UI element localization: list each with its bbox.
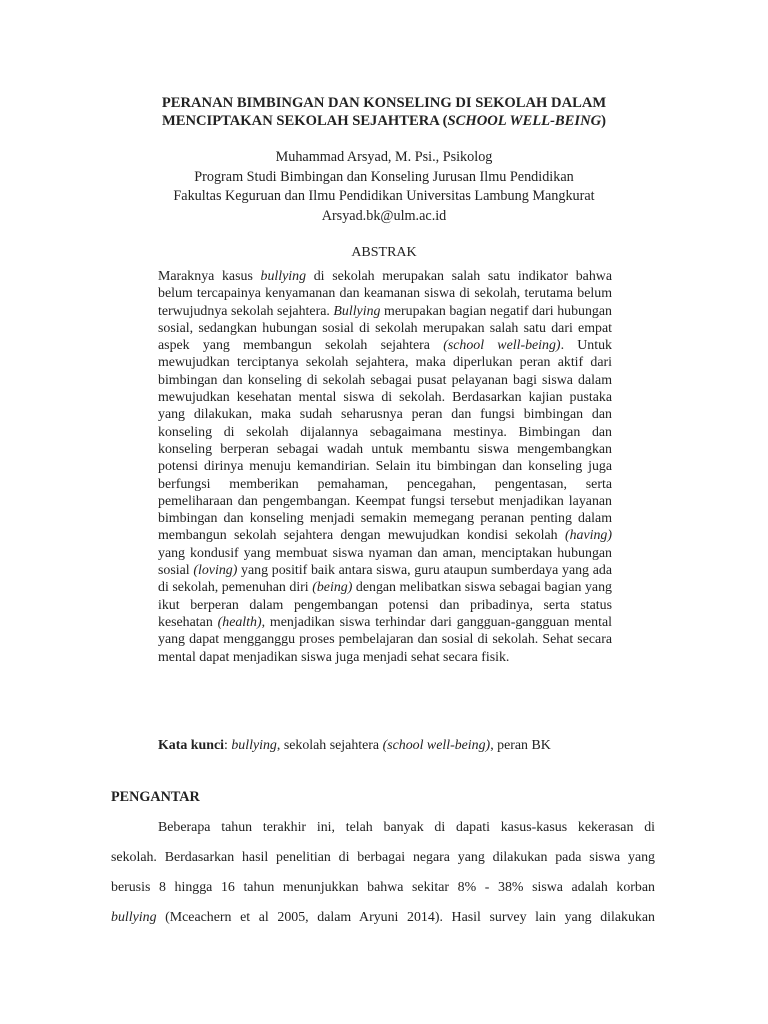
title-italic: SCHOOL WELL-BEING — [447, 113, 602, 129]
keyword: , sekolah sejahtera — [276, 738, 383, 753]
abstract-italic: (being) — [312, 580, 353, 596]
title-line-1: PERANAN BIMBINGAN DAN KONSELING DI SEKOLAH DALAM — [161, 95, 607, 111]
abstract-text: yang kondusif yang membuat siswa nyaman dan aman, menciptakan hubungan sosial — [158, 545, 612, 579]
keyword: , peran BK — [490, 738, 551, 753]
section-heading: PENGANTAR — [111, 789, 200, 805]
abstract-text: dengan melibatkan siswa sebagai bagian yang ikut berperan dalam pengembangan potensi dan pribadinya, serta status kesehatan — [158, 580, 612, 630]
keywords-sep: : — [224, 738, 232, 753]
affiliation-program: Program Studi Bimbingan dan Konseling Jurusan Ilmu Pendidikan — [194, 168, 574, 185]
body-line-text: Beberapa tahun terakhir ini, telah banyak di dapati kasus-kasus kekerasan di — [158, 820, 655, 835]
body-line — [111, 903, 655, 933]
abstract-text: di sekolah merupakan salah satu indikator bahwa belum tercapainya kenyamanan dan keamanan siswa di sekolah, terutama belum terwujudnya sekolah sejahtera. — [158, 269, 612, 319]
body-line-text: (Mceachern et al 2005, dalam Aryuni 2014). Hasil survey lain yang dilakukan — [156, 910, 655, 925]
abstract-heading: ABSTRAK — [351, 245, 417, 260]
affiliation-faculty: Fakultas Keguruan dan Ilmu Pendidikan Universitas Lambung Mangkurat — [173, 188, 595, 205]
abstract-italic: (loving) — [193, 563, 238, 579]
abstract-text: merupakan bagian negatif dari hubungan sosial, sedangkan hubungan sosial di sekolah merupakan salah satu dari empat aspek yang membangun sekolah sejahtera — [158, 303, 612, 354]
abstract-body — [158, 268, 612, 666]
keyword: (school well-being) — [382, 738, 491, 753]
keywords-label: Kata kunci — [158, 738, 224, 753]
keywords — [158, 738, 551, 754]
author-name: Muhammad Arsyad, M. Psi., Psikolog — [275, 149, 493, 165]
body-line: berusis 8 hingga 16 tahun menunjukkan bahwa sekitar 8% - 38% siswa adalah korban — [111, 880, 655, 895]
abstract-text: , menjadikan siswa terhindar dari gangguan-gangguan mental yang dapat mengganggu proses pembelajaran dan sosial di sekolah. Sehat secara mental dapat menjadikan siswa juga menjadi sehat secara fisik. — [158, 614, 612, 665]
abstract-italic: Bullying — [333, 303, 381, 319]
body-line — [111, 813, 655, 843]
body-line: sekolah. Berdasarkan hasil penelitian di berbagai negara yang dilakukan pada siswa yang — [111, 850, 655, 865]
abstract-italic: (school well-being) — [443, 338, 561, 354]
title-text: MENCIPTAKAN SEKOLAH SEJAHTERA ( — [161, 113, 448, 129]
abstract-italic: bullying — [260, 269, 307, 284]
section-body — [111, 813, 655, 933]
body-italic: bullying — [111, 910, 157, 925]
abstract-text: . Untuk mewujudkan terciptanya sekolah sejahtera, maka diperlukan peran aktif dari bimbingan dan konseling di sekolah sebagai pusat pelayanan bagi siswa dalam mewujudkan kesehatan mental siswa di sekolah. Berdasarkan kajian pustaka yang dilakukan, maka sudah seharusnya peran dan fungsi bimbingan dan konseling di sekolah dijalannya sebagaimana mestinya. Bimbingan dan konseling berperan sebagai wadah untuk membantu siswa mengembangkan potensi dirinya menuju kemandirian. Selain itu bimbingan dan konseling juga berfungsi memberikan pemahaman, pencegahan, pengentasan, serta pemeliharaan dan pengembangan. Keempat fungsi tersebut menjadikan layanan bimbingan dan konseling menjadi semakin memegang peranan penting dalam membangun sekolah sejahtera dengan mewujudkan kondisi sekolah — [158, 338, 612, 544]
author-email: Arsyad.bk@ulm.ac.id — [321, 207, 447, 224]
abstract-text: yang positif baik antara siswa, guru ataupun sumberdaya yang ada di sekolah, pemenuhan diri — [158, 563, 612, 596]
keyword: bullying — [231, 738, 277, 753]
abstract-italic: (having) — [564, 528, 612, 544]
title-text-end: ) — [601, 113, 607, 129]
abstract-italic: (health) — [217, 614, 262, 630]
author-block — [140, 148, 628, 226]
abstract-text: Maraknya kasus — [158, 269, 261, 284]
paper-title — [140, 94, 628, 130]
title-line-2 — [140, 112, 628, 130]
